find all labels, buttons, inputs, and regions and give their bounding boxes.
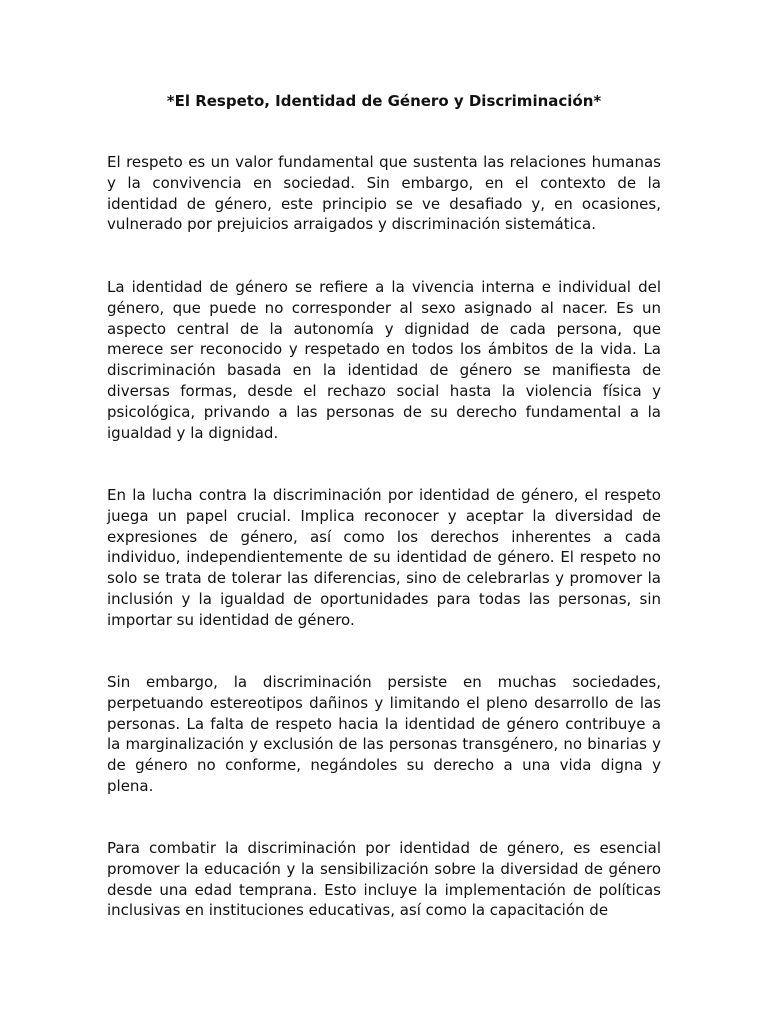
paragraph-respeto-intro: El respeto es un valor fundamental que sustenta las relaciones humanas y la convivencia en sociedad. Sin embargo, en el contexto de la identidad de género, este principio se ve desafiado y, en ocasiones, vulnerado por prejuicios arraigados y discriminación sistemática. bbox=[107, 153, 661, 234]
paragraph-combatir-discriminacion: Para combatir la discriminación por identidad de género, es esencial promover la educación y la sensibilización sobre la diversidad de género desde una edad temprana. Esto incluye la implementación de políticas inclusivas en instituciones educativas, así como la capacitación de bbox=[107, 839, 661, 920]
paragraph-discriminacion-persiste: Sin embargo, la discriminación persiste en muchas sociedades, perpetuando estereotipos dañinos y limitando el pleno desarrollo de las personas. La falta de respeto hacia la identidad de género contribuye a la marginalización y exclusión de las personas transgénero, no binarias y de género no conforme, negándoles su derecho a una vida digna y plena. bbox=[107, 673, 661, 795]
document-title: *El Respeto, Identidad de Género y Discriminación* bbox=[166, 92, 602, 110]
paragraph-identidad-genero: La identidad de género se refiere a la vivencia interna e individual del género, que puede no corresponder al sexo asignado al nacer. Es un aspecto central de la autonomía y dignidad de cada persona, que merece ser reconocido y respetado en todos los ámbitos de la vida. La discriminación basada en la identidad de género se manifiesta de diversas formas, desde el rechazo social hasta la violencia física y psicológica, privando a las personas de su derecho fundamental a la igualdad y la dignidad. bbox=[107, 278, 661, 442]
paragraph-lucha-discriminacion: En la lucha contra la discriminación por identidad de género, el respeto juega un papel crucial. Implica reconocer y aceptar la diversidad de expresiones de género, así como los derechos inherentes a cada individuo, independientemente de su identidad de género. El respeto no solo se trata de tolerar las diferencias, sino de celebrarlas y promover la inclusión y la igualdad de oportunidades para todas las personas, sin importar su identidad de género. bbox=[107, 486, 661, 629]
